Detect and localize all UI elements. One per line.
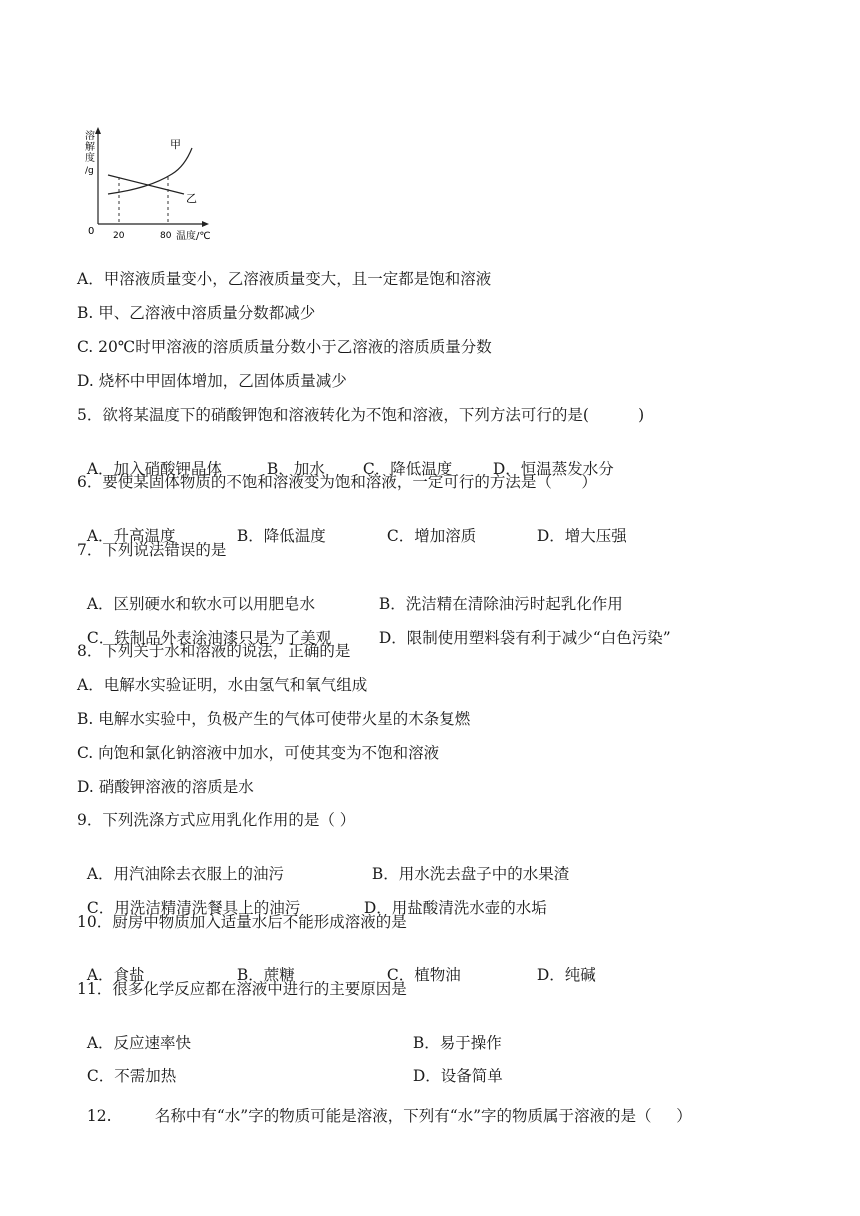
- q9-option-d: D．用盐酸清洗水壶的水垢: [363, 899, 547, 917]
- curve-jia: [108, 148, 192, 194]
- ylabel-char-2: 解: [85, 142, 95, 153]
- ylabel-char-1: 溶: [85, 131, 95, 142]
- q5-option-b: B．加水: [266, 460, 325, 478]
- q8-option-b: B. 电解水实验中，负极产生的气体可使带火星的木条复燃: [77, 710, 471, 728]
- q9-option-a: A．用汽油除去衣服上的油污: [86, 865, 285, 883]
- ylabel-char-3: 度: [85, 153, 95, 164]
- q8-stem: 8．下列关于水和溶液的说法，正确的是: [77, 642, 351, 660]
- q5-option-d: D．恒温蒸发水分: [492, 460, 614, 478]
- origin-label: 0: [88, 226, 95, 237]
- q12-number: 12.: [86, 1107, 112, 1125]
- curve-jia-label: 甲: [170, 138, 181, 151]
- ylabel-unit: /g: [85, 166, 94, 176]
- q6-option-a: A．升高温度: [86, 527, 176, 545]
- q11-option-b: B．易于操作: [412, 1034, 502, 1052]
- q6-stem: 6．要使某固体物质的不饱和溶液变为饱和溶液，一定可行的方法是（ ）: [77, 473, 597, 491]
- q5-stem: 5．欲将某温度下的硝酸钾饱和溶液转化为不饱和溶液，下列方法可行的是( ): [77, 406, 645, 424]
- q12-stem: 名称中有“水”字的物质可能是溶液，下列有“水”字的物质属于溶液的是（ ）: [154, 1107, 692, 1125]
- q5-option-c: C．降低温度: [362, 460, 453, 478]
- q4-option-c: C. 20℃时甲溶液的溶质质量分数小于乙溶液的溶质质量分数: [77, 338, 492, 356]
- q11-stem: 11．很多化学反应都在溶液中进行的主要原因是: [77, 980, 407, 998]
- q8-option-c: C. 向饱和氯化钠溶液中加水，可使其变为不饱和溶液: [77, 744, 440, 762]
- q9-stem: 9．下列洗涤方式应用乳化作用的是（ ）: [77, 811, 356, 829]
- q9-option-b: B．用水洗去盘子中的水果渣: [371, 865, 570, 883]
- q10-option-d: D．纯碱: [536, 966, 596, 984]
- q10-option-a: A．食盐: [86, 966, 145, 984]
- q6-option-d: D．增大压强: [536, 527, 627, 545]
- q7-option-d: D．限制使用塑料袋有利于减少“白色污染”: [378, 629, 671, 647]
- q6-option-b: B．降低温度: [236, 527, 326, 545]
- x-axis-arrow: [202, 221, 209, 227]
- solubility-graph: [76, 126, 236, 248]
- q4-option-b: B. 甲、乙溶液中溶质量分数都减少: [77, 304, 316, 322]
- q10-option-c: C．植物油: [386, 966, 461, 984]
- q11-options-cd: [77, 1046, 503, 1086]
- q11-option-c: C．不需加热: [86, 1067, 177, 1085]
- q8-option-a: A．电解水实验证明，水由氢气和氧气组成: [77, 676, 368, 694]
- q7-option-c: C．铁制品外表涂油漆只是为了美观: [86, 629, 332, 647]
- q7-option-a: A．区别硬水和软水可以用肥皂水: [86, 595, 316, 613]
- q10-stem: 10．厨房中物质加入适量水后不能形成溶液的是: [77, 913, 407, 931]
- q8-option-d: D. 硝酸钾溶液的溶质是水: [77, 778, 254, 796]
- q12: [77, 1086, 692, 1126]
- solubility-graph-svg: [76, 126, 236, 248]
- q7-option-b: B．洗洁精在清除油污时起乳化作用: [378, 595, 623, 613]
- y-axis-arrow: [95, 127, 101, 134]
- curve-yi-label: 乙: [186, 192, 197, 205]
- q11-option-d: D．设备简单: [412, 1067, 503, 1085]
- q4-option-a: A．甲溶液质量变小，乙溶液质量变大，且一定都是饱和溶液: [77, 270, 492, 288]
- q11-option-a: A．反应速率快: [86, 1034, 192, 1052]
- x-tick-80: 80: [160, 231, 172, 241]
- q7-stem: 7．下列说法错误的是: [77, 541, 227, 559]
- xlabel: 温度/℃: [176, 231, 211, 242]
- q4-option-d: D. 烧杯中甲固体增加，乙固体质量减少: [77, 372, 347, 390]
- q5-option-a: A．加入硝酸钾晶体: [86, 460, 223, 478]
- q9-option-c: C．用洗洁精清洗餐具上的油污: [86, 899, 301, 917]
- q6-option-c: C．增加溶质: [386, 527, 477, 545]
- x-tick-20: 20: [113, 231, 125, 241]
- q10-option-b: B．蔗糖: [236, 966, 295, 984]
